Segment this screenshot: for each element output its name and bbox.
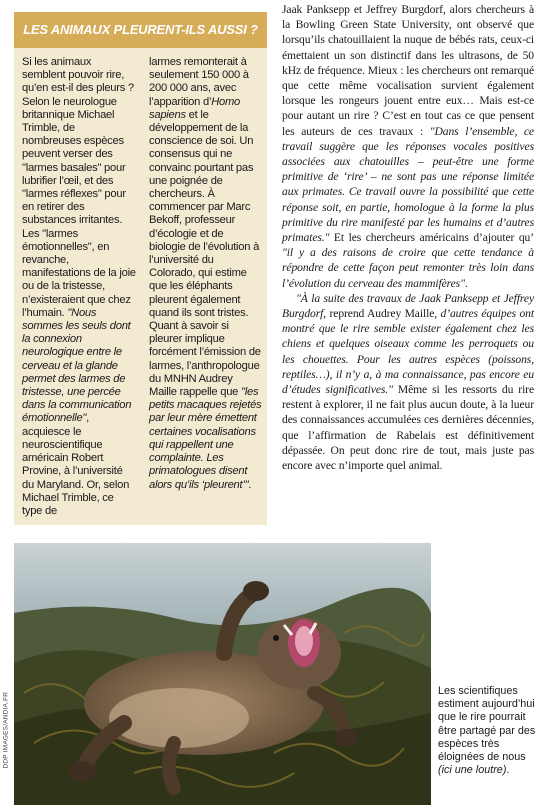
main-article-column bbox=[282, 2, 534, 473]
sidebar-col2-run: et le développement de la conscience de soi. Un consensus qui ne convainc pourtant pas une poignée de chercheurs. À commencer par Marc Bekoff, professeur d’écologie et de biologie de l’évolution à l’université du Colorado, qui estime que les éléphants pleurent également quand ils sont tristes. Quant à savoir si pleurer implique forcément l’émission de larmes, l’anthropologue du MNHN Audrey Maille rappelle que bbox=[149, 108, 261, 399]
sidebar-col1-run: Si les animaux semblent pouvoir rire, qu’en est-il des pleurs ? Selon le neurologue britannique Michael Trimble, de nombreuses espèces peuvent verser des "larmes basales" pour lubrifier l’œil, et des "larmes réflexes" pour en retirer des substances irritantes. Les "larmes émotionnelles", en revanche, manifestations de la joie ou de la tristesse, n’existeraient que chez l’humain. bbox=[22, 56, 136, 319]
sidebar-col2-text bbox=[149, 56, 262, 492]
caption-run: Les scientifiques estiment aujourd’hui que le rire pourrait être partagé par des espèces très éloignées de nous bbox=[438, 685, 536, 764]
article-run: Jaak Panksepp et Jeffrey Burgdorf, alors chercheurs à la Bowling Green State University, ont observé que lorsqu’ils chatouillaient la nuque de bébés rats, ceux-ci émettaient un son distinctif dans les ultrasons, de 50 kHz de fréquence. Mieux : les chercheurs ont remarqué que cette même vocalisation survient également lorsque les rongeurs jouent entre eux… Mais est-ce pour autant un rire ? C’est en tout cas ce que pensent les auteurs de ces travaux : bbox=[282, 3, 534, 138]
photo-credit: DDP IMAGES/ANDIA.FR bbox=[2, 691, 10, 769]
sidebar-col1-run: , acquiesce le neuroscientifique américain Robert Provine, à l’université du Maryland. Or, selon Michael Trimble, ce type de bbox=[22, 412, 130, 517]
photo-caption bbox=[438, 685, 542, 777]
sidebar-col1-text bbox=[22, 56, 136, 518]
sidebar-col2-run: larmes remonterait à seulement 150 000 à 200 000 ans, avec l’apparition d’ bbox=[149, 56, 249, 108]
sidebar-column-1 bbox=[22, 56, 136, 518]
article-run: . bbox=[464, 276, 468, 290]
sidebar-box bbox=[14, 12, 267, 525]
article-quote: "Dans l’ensemble, ce travail suggère que les réponses vocales positives associées aux chatouilles – peut-être une forme primitive de ‘rire’ – ne sont pas une réponse limitée aux primates. Ce travail ouvre la possibilité que cette réponse soit, en partie, homologue à la forme la plus primitive du rire manifesté par les humains et d’autres primates." bbox=[282, 124, 534, 245]
caption-italic: (ici une loutre) bbox=[438, 764, 507, 777]
article-run: , reprend Audrey Maille, bbox=[323, 307, 441, 321]
caption-run: . bbox=[506, 764, 510, 777]
sidebar-col2-quote: "les petits macaques rejetés par leur mère émettent certaines vocalisations qui rappellent une complainte. Les primatologues disent alors qu’ils ‘pleurent’" bbox=[149, 386, 262, 491]
otter-photo bbox=[14, 543, 431, 805]
article-paragraph-2 bbox=[282, 291, 534, 473]
article-run: Même si les ressorts du rire restent à explorer, il ne fait plus aucun doute, à la lueur des connaissances accumulées ces dernières décennies, que l’affirmation de Rabelais est définitivement dépassée. On peut donc rire de tout, mais juste pas encore avec n’importe quel animal. bbox=[282, 383, 534, 473]
sidebar-col2-species: Homo sapiens bbox=[149, 95, 241, 121]
article-run: Et les chercheurs américains d’ajouter qu’ bbox=[329, 231, 534, 245]
sidebar-col1-quote: "Nous sommes les seuls dont la connexion neurologique entre le cerveau et la glande permet des larmes de tristesse, une percée dans la communication émotionnelle" bbox=[22, 306, 132, 425]
sidebar-column-2 bbox=[149, 56, 262, 492]
article-paragraph-1 bbox=[282, 2, 534, 291]
article-quote: d’autres équipes ont montré que le rire semble exister également chez les chiens et quelques oiseaux comme les perroquets ou les chouettes. Pour les autres espèces (poissons, reptiles…), il n’y a, à ma connaissance, pas encore eu d’études significatives." bbox=[282, 307, 534, 397]
article-quote: "À la suite des travaux de Jaak Panksepp et Jeffrey Burgdorf bbox=[282, 291, 534, 321]
sidebar-title: LES ANIMAUX PLEURENT-ILS AUSSI ? bbox=[14, 12, 267, 48]
otter-illustration bbox=[14, 543, 431, 805]
sidebar-col2-run: . bbox=[248, 478, 252, 491]
article-quote: "il y a des raisons de croire que cette tendance à répondre de cette façon peut remonter très loin dans l’évolution du cerveau des mammifères" bbox=[282, 246, 534, 290]
